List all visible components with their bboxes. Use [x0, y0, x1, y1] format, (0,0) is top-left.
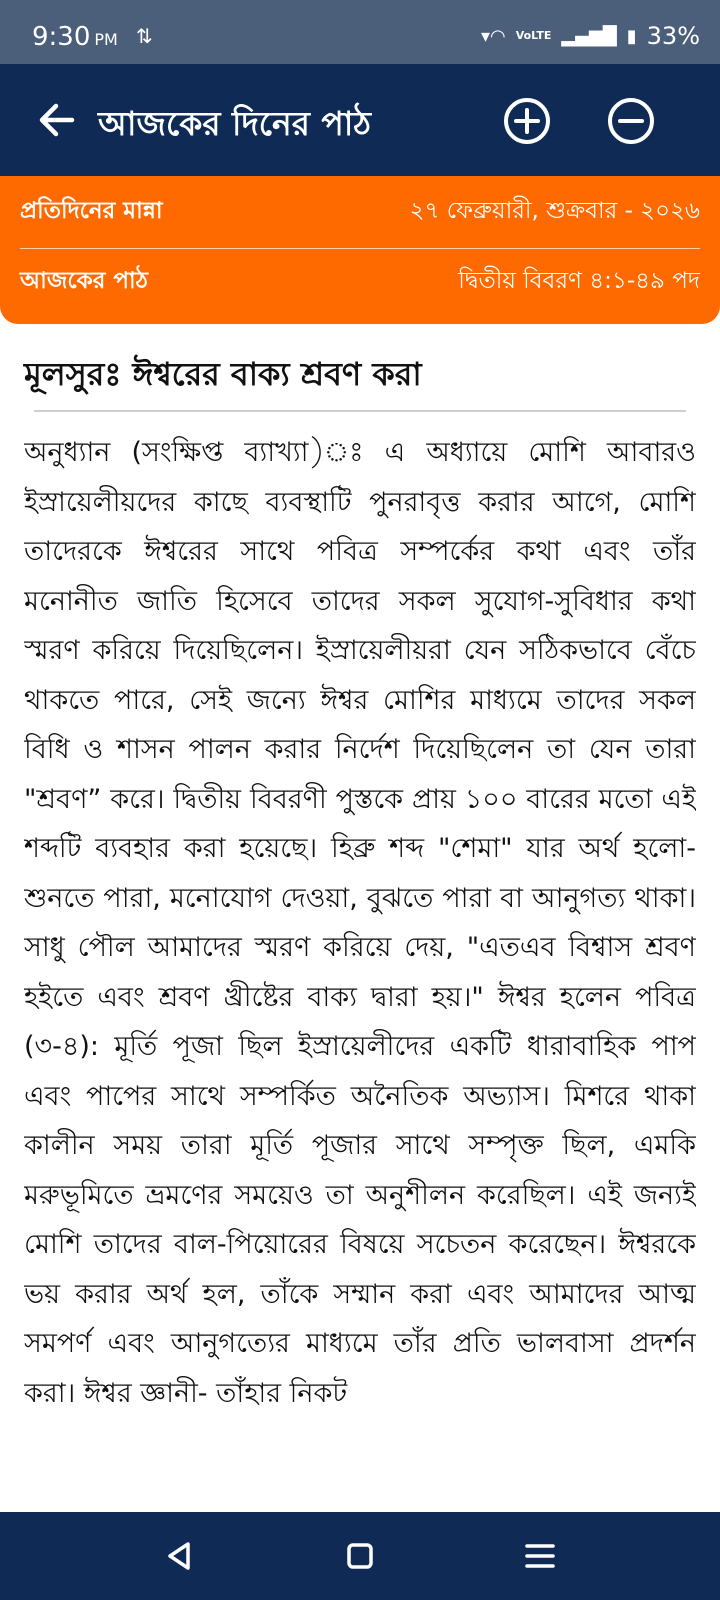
page-title: আজকের দিনের পাঠ	[98, 104, 371, 143]
zoom-in-button[interactable]	[502, 96, 552, 146]
theme-title: মূলসুরঃ ঈশ্বরের বাক্য শ্রবণ করা	[24, 355, 422, 393]
status-time: 9:30 PM	[32, 22, 118, 52]
arrow-left-icon	[32, 94, 84, 146]
wifi-icon: ▾◠	[480, 25, 506, 47]
square-home-icon	[340, 1536, 380, 1576]
minus-circle-icon	[606, 96, 656, 146]
battery-percent: 33%	[646, 22, 700, 50]
zoom-out-button[interactable]	[606, 96, 656, 146]
reading-reference: দ্বিতীয় বিবরণ ৪:১-৪৯ পদ	[458, 267, 700, 294]
triangle-back-icon	[160, 1536, 200, 1576]
manna-row	[20, 176, 700, 246]
nav-recents-button[interactable]	[520, 1536, 560, 1576]
reading-label: আজকের পাঠ	[20, 267, 148, 294]
volte-icon: VoLTE	[515, 29, 552, 42]
signal-icon: ▂▄▆█	[561, 25, 617, 47]
reading-info-card	[0, 176, 720, 324]
reading-row	[20, 246, 700, 316]
manna-label: প্রতিদিনের মান্না	[20, 197, 163, 224]
reading-date: ২৭ ফেব্রুয়ারী, শুক্রবার - ২০২৬	[409, 197, 700, 224]
hamburger-menu-icon	[520, 1536, 560, 1576]
status-bar	[0, 0, 720, 64]
plus-circle-icon	[502, 96, 552, 146]
reflection-text: অনুধ্যান (সংক্ষিপ্ত ব্যাখ্যা)ঃ এ অধ্যায়ে মোশি আবারও ইস্রায়েলীয়দের কাছে ব্যবস্থাটি পুনরাবৃত্ত করার আগে, মোশি তাদেরকে ঈশ্বরের সাথে পবিত্র সম্পর্কের কথা এবং তাঁর মনোনীত জাতি হিসেবে তাদের সকল সুযোগ-সুবিধার কথা স্মরণ করিয়ে দিয়েছিলেন। ইস্রায়েলীয়রা যেন সঠিকভাবে বেঁচে থাকতে পারে, সেই জন্যে ঈশ্বর মোশির মাধ্যমে তাদের সকল বিধি ও শাসন পালন করার নির্দেশ দিয়েছিলেন তা যেন তারা "শ্রবণ” করে। দ্বিতীয় বিবরণী পুস্তকে প্রায় ১০০ বারের মতো এই শব্দটি ব্যবহার করা হয়েছে। হিব্রু শব্দ "শেমা" যার অর্থ হলো-শুনতে পারা, মনোযোগ দেওয়া, বুঝতে পারা বা আনুগত্য থাকা। সাধু পৌল আমাদের স্মরণ করিয়ে দেয়, "এতএব বিশ্বাস শ্রবণ হইতে এবং শ্রবণ খ্রীষ্টের বাক্য দ্বারা হয়।" ঈশ্বর হলেন পবিত্র (৩-৪): মূর্তি পূজা ছিল ইস্রায়েলীদের একটি ধারাবাহিক পাপ এবং পাপের সাথে সম্পর্কিত অনৈতিক অভ্যাস। মিশরে থাকা কালীন সময় তারা মূর্তি পূজার সাথে সম্পৃক্ত ছিল, এমকি মরুভূমিতে ভ্রমণের সময়েও তা অনুশীলন করেছিল। এই জন্যই মোশি তাদের বাল-পিয়োরের বিষয়ে সচেতন করেছেন। ঈশ্বরকে ভয় করার অর্থ হল, তাঁকে সম্মান করা এবং আমাদের আত্ম সমপর্ণ এবং আনুগত্যের মাধ্যমে তাঁর প্রতি ভালবাসা প্রদর্শন করা। ঈশ্বর জ্ঞানী- তাঁহার নিকট	[24, 437, 696, 1409]
status-indicators	[481, 22, 700, 50]
theme-divider	[34, 410, 686, 412]
nav-home-button[interactable]	[340, 1536, 380, 1576]
app-bar	[0, 64, 720, 176]
back-button[interactable]	[32, 94, 84, 146]
reading-content	[24, 348, 696, 1500]
battery-icon: ▮	[626, 25, 637, 47]
data-saver-icon: ⇅	[136, 24, 153, 48]
system-nav-bar	[0, 1512, 720, 1600]
nav-back-button[interactable]	[160, 1536, 200, 1576]
